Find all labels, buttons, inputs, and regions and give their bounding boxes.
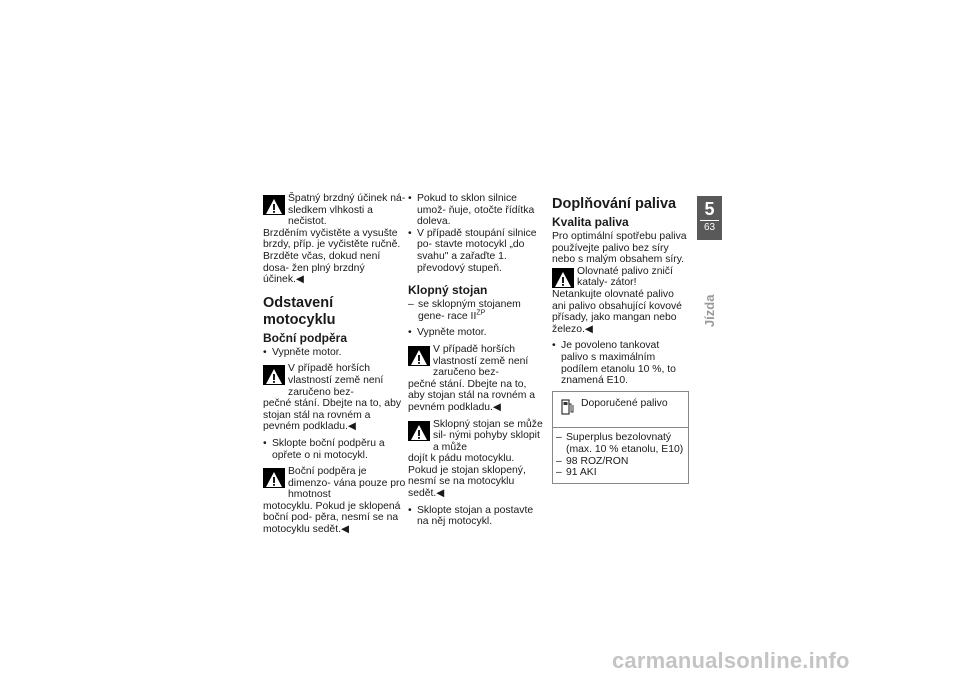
warning-center-stand	[408, 419, 544, 454]
chapter-tab	[697, 196, 722, 240]
column-2	[408, 193, 544, 528]
warning-ground	[263, 363, 407, 398]
warning-triangle-icon	[408, 346, 430, 366]
warning-text: V případě horších vlastností země není zaručeno bez-	[433, 343, 529, 379]
section-heading-parking: Odstavení motocyklu	[263, 294, 336, 328]
warning-triangle-icon	[263, 468, 285, 488]
fuel-pump-icon	[561, 398, 575, 420]
paragraph: Pro optimální spotřebu paliva používejte palivo bez síry nebo s malým obsahem síry.	[552, 231, 687, 266]
chapter-title: Jízda	[702, 294, 718, 328]
warning-leaded-fuel	[552, 266, 689, 289]
page-number: 63	[703, 222, 716, 233]
list-item: • Vypněte motor.	[263, 346, 342, 358]
warning-side-stand-load	[263, 466, 407, 501]
list-item: – 91 AKI	[556, 467, 597, 479]
list-item: • Pokud to sklon silnice umož- ňuje, otočte řídítka doleva.	[408, 193, 535, 228]
warning-text: Sklopný stojan se může sil- nými pohyby sklopit a může	[433, 418, 543, 453]
list-item: • V případě stoupání silnice po- stavte motocykl „do svahu" a zařaďte 1. převodový stupeň.	[408, 227, 537, 274]
warning-text-continued: Brzděním vyčistěte a vysušte brzdy, příp. je vyčistěte ručně. Brzděte včas, dokud není dosa- žen plný brzdný účinek.◀	[263, 227, 401, 286]
subheading-side-stand: Boční podpěra	[263, 330, 348, 345]
warning-wet-brakes	[263, 193, 407, 228]
zp-superscript: ZP	[476, 309, 486, 317]
warning-text-continued: motocyklu. Pokud je sklopená boční pod- pěra, nesmí se na motocyklu sedět.◀	[263, 500, 401, 536]
warning-text: Špatný brzdný účinek ná- sledkem vlhkosti a nečistot.	[288, 193, 406, 228]
watermark: carmanualsonline.info	[612, 648, 850, 673]
warning-text-continued: pečné stání. Dbejte na to, aby stojan stál na rovném a pevném podkladu.◀	[408, 378, 536, 413]
list-item: – se sklopným stojanem gene- race $II^{ZP}$	[408, 299, 521, 322]
warning-triangle-icon	[263, 195, 285, 215]
column-3	[552, 193, 689, 484]
recommended-fuel-box	[552, 391, 689, 484]
subheading-center-stand: Klopný stojan	[408, 283, 488, 298]
warning-text: Boční podpěra je dimenzo- vána pouze pro hmotnost	[288, 466, 406, 501]
box-title: Doporučené palivo	[581, 397, 668, 409]
column-1	[263, 193, 407, 536]
warning-text-continued: Netankujte olovnaté palivo ani palivo obsahující kovové přísady, jako mangan nebo železo.◀	[552, 288, 682, 335]
list-item: • Vypněte motor.	[408, 327, 487, 339]
warning-text-continued: dojít k pádu motocyklu. Pokud je stojan sklopený, nesmí se na motocyklu sedět.◀	[408, 453, 526, 500]
list-item: • Je povoleno tankovat palivo s maximálním podílem etanolu 10 %, to znamená E10.	[552, 340, 676, 387]
list-item: – 98 ROZ/RON	[556, 455, 629, 467]
warning-ground	[408, 344, 544, 379]
chapter-number: 5	[704, 199, 715, 219]
warning-triangle-icon	[552, 268, 574, 288]
box-header	[553, 398, 688, 429]
warning-text: V případě horších vlastností země není zaručeno bez-	[288, 363, 384, 398]
list-item: – Superplus bezolovnatý (max. 10 % etanolu, E10)	[556, 432, 684, 455]
warning-text-continued: pečné stání. Dbejte na to, aby stojan stál na rovném a pevném podkladu.◀	[263, 398, 402, 433]
list-item: • Sklopte boční podpěru a opřete o ni motocykl.	[263, 437, 385, 461]
subheading-fuel-quality: Kvalita paliva	[552, 215, 629, 229]
list-item: • Sklopte stojan a postavte na něj motocykl.	[408, 504, 534, 528]
warning-triangle-icon	[408, 421, 430, 441]
warning-triangle-icon	[263, 365, 285, 385]
section-heading-refuelling: Doplňování paliva	[552, 196, 677, 212]
warning-text: Olovnaté palivo zničí kataly- zátor!	[577, 265, 673, 289]
